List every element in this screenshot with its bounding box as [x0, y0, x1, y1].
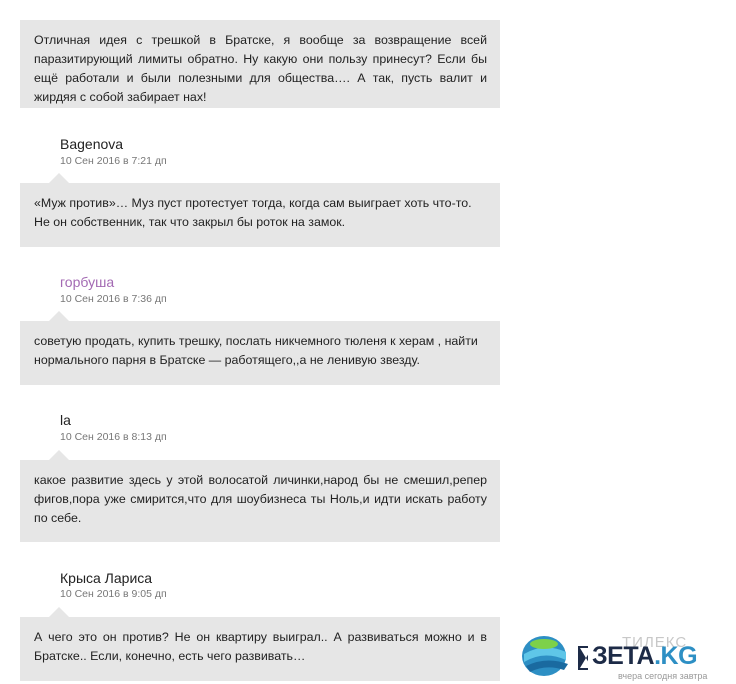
comment-date[interactable]: 10 Сен 2016 в 9:05 дп: [60, 588, 167, 600]
watermark-logo: [514, 628, 736, 684]
comment-text: какое развитие здесь у этой волосатой личинки,народ бы не смешил,репер фигов,пора уже смирится,что для шоубизнеса ты Ноль,и идти искать работу по себе.: [34, 473, 487, 525]
comment-bubble: [20, 321, 500, 385]
watermark-faint-text: ТИЛЕКС: [622, 634, 688, 651]
comment-bubble: [20, 617, 500, 681]
comment-bubble: [20, 460, 500, 542]
comment-bubble: [20, 183, 500, 247]
comment-author[interactable]: Bagenova: [60, 136, 124, 152]
comment-author[interactable]: Крыса Лариса: [60, 570, 153, 586]
comment-text: «Муж против»… Муз пуст протестует тогда, когда сам выиграет хоть что-то. Не он собственник, так что закрыл бы роток на замок.: [34, 196, 472, 229]
bubble-tail: [49, 311, 69, 321]
comment-text: советую продать, купить трешку, послать никчемного тюленя к херам , найти нормального парня в Братске — работящего,,а не ленивую звезду.: [34, 334, 478, 367]
comment-author[interactable]: la: [60, 412, 71, 428]
watermark-logo-text: ЗЕТА.KG: [592, 642, 698, 670]
comment-date[interactable]: 10 Сен 2016 в 7:36 дп: [60, 293, 167, 305]
bubble-tail: [49, 607, 69, 617]
comment-text: А чего это он против? Не он квартиру выиграл.. А развиваться можно и в Братске.. Если, конечно, есть чего развивать…: [34, 630, 487, 663]
comment-date[interactable]: 10 Сен 2016 в 7:21 дп: [60, 155, 167, 167]
globe-logo-icon: [518, 632, 588, 680]
bubble-tail: [49, 173, 69, 183]
comment-date[interactable]: 10 Сен 2016 в 8:13 дп: [60, 431, 167, 443]
bubble-tail: [49, 450, 69, 460]
watermark-tagline: вчера сегодня завтра: [618, 671, 708, 681]
comment-author[interactable]: горбуша: [60, 274, 115, 290]
comment-text: Отличная идея с трешкой в Братске, я вообще за возвращение всей паразитирующий лимиты обратно. Ну какую они пользу принесут? Если бы ещё работали и были полезными для общества…. А так, пусть валит и жирдяя с собой забирает нах!: [20, 20, 500, 108]
